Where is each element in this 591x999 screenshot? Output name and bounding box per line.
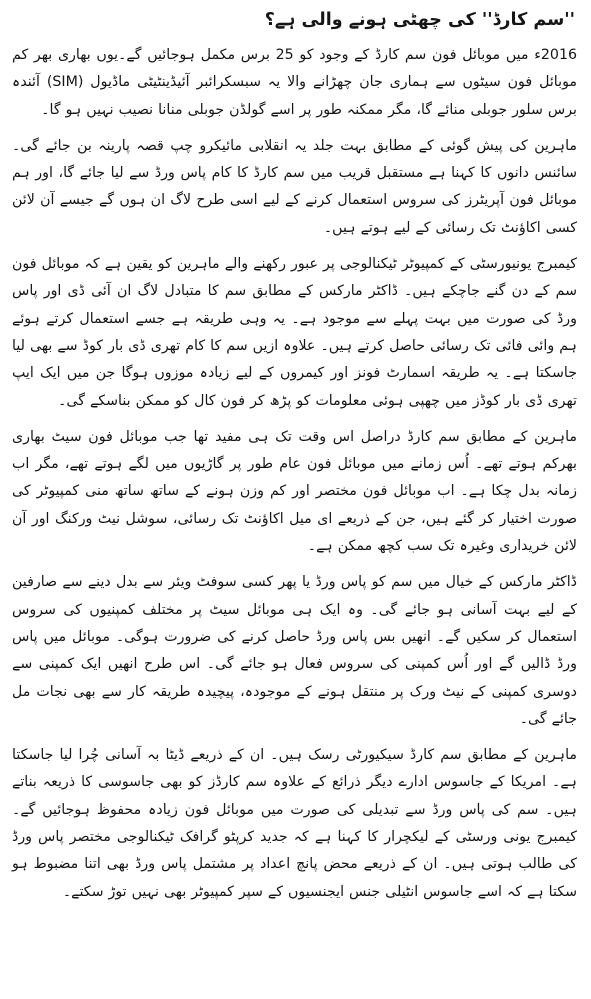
article-paragraph-5: ڈاکٹر مارکس کے خیال میں سم کو پاس ورڈ یا پھر کسی سوفٹ ویئر سے بدل دینے سے صارفین کے لیے بہت آسانی ہو جائے گی۔ وہ ایک ہی موبائل سیٹ پر مختلف کمپنیوں کی سروس استعمال کر سکیں گے۔ انھیں بس پاس ورڈ حاصل کرنے کی ضرورت ہوگی۔ موبائل میں پاس ورڈ ڈالیں گے اور اُس کمپنی کی سروس فعال ہو جائے گی۔ اس طرح انھیں ایک کمپنی سے دوسری کمپنی کے نیٹ ورک پر منتقل ہونے کے موجودہ، پیچیدہ طریقہ کار سے بھی نجات مل جائے گی۔ [12,574,577,727]
article-paragraph-3: کیمبرج یونیورسٹی کے کمپیوٹر ٹیکنالوجی پر عبور رکھنے والے ماہرین کو یقین ہے کہ موبائل فون سم کے دن گنے جاچکے ہیں۔ ڈاکٹر مارکس کے مطابق سم کا متبادل لاگ ان آئی ڈی اور پاس ورڈ کی صورت میں بہت پہلے سے موجود ہے۔ یہ وہی طریقہ ہے جسے استعمال کرتے ہوئے ہم وائی فائی تک رسائی حاصل کرتے ہیں۔ علاوہ ازیں سم کا کام تھری ڈی بار کوڈ سے بھی لیا جاسکتا ہے۔ یہ طریقہ اسمارٹ فونز اور کیمروں کے لیے زیادہ موزوں ہوگا جن میں ایک ایپ تھری ڈی بار کوڈز میں چھپی ہوئی معلومات کو پڑھ کر فون کال کو ممکن بناسکے گی۔ [12,256,577,409]
article-paragraph-1: 2016ء میں موبائل فون سم کارڈ کے وجود کو 25 برس مکمل ہوجائیں گے۔یوں بھاری بھر کم موبائل فون سیٹوں سے ہماری جان چھڑانے والا یہ سبسکرائبر آئیڈینٹیٹی ماڈیول (SIM) آئندہ برس سلور جوبلی منائے گا، مگر ممکنہ طور پر اسے گولڈن جوبلی منانا نصیب نہیں ہو گا۔ [12,47,578,118]
article-paragraph-2: ماہرین کی پیش گوئی کے مطابق بہت جلد یہ انقلابی مائیکرو چپ قصہ پارینہ بن جائے گی۔ سائنس دانوں کا کہنا ہے مستقبل قریب میں سم کارڈ کا کام پاس ورڈ سے لیا جائے گا، اور ہم موبائل فون آپریٹرز کی سروس استعمال کرنے کے لیے اسی طرح لاگ ان ہوں گے جیسے آن لائن کسی اکاؤنٹ تک رسائی کے لیے ہوتے ہیں۔ [12,137,577,236]
article-paragraph-6: ماہرین کے مطابق سم کارڈ سیکیورٹی رسک ہیں۔ ان کے ذریعے ڈیٹا بہ آسانی چُرا لیا جاسکتا ہے۔ امریکا کے جاسوس ادارے دیگر ذرائع کے علاوہ سم کارڈز کو بھی جاسوسی کا ذریعہ بناتے ہیں۔ سم کی پاس ورڈ سے تبدیلی کی صورت میں موبائل فون زیادہ محفوظ ہوجائیں گے۔ کیمبرج یونی ورسٹی کے لیکچرار کا کہنا ہے کہ جدید کرپٹو گرافک ٹیکنالوجی مختصر پاس ورڈ کی طالب ہوتی ہیں۔ ان کے ذریعے محض پانچ اعداد پر مشتمل پاس ورڈ بھی اتنا مضبوط ہو سکتا ہے کہ اسے جاسوس انٹیلی جنس ایجنسیوں کے سپر کمپیوٹر بھی نہیں توڑ سکتے۔ [12,747,577,900]
article-title: ''سم کارڈ'' کی چھٹی ہونے والی ہے؟ [264,10,575,30]
article-paragraph-4: ماہرین کے مطابق سم کارڈ دراصل اس وقت تک ہی مفید تھا جب موبائل فون سیٹ بھاری بھرکم ہوتے تھے۔ اُس زمانے میں موبائل فون عام طور پر گاڑیوں میں لگے ہوتے تھے، مگر اب زمانہ بدل چکا ہے۔ اب موبائل فون مختصر اور کم وزن ہونے کے ساتھ ساتھ منی کمپیوٹر کی صورت اختیار کر گئے ہیں، جن کے ذریعے ای میل اکاؤنٹ تک رسائی، سوشل نیٹ ورکنگ اور آن لائن خریداری وغیرہ تک سب کچھ ممکن ہے۔ [12,428,577,555]
